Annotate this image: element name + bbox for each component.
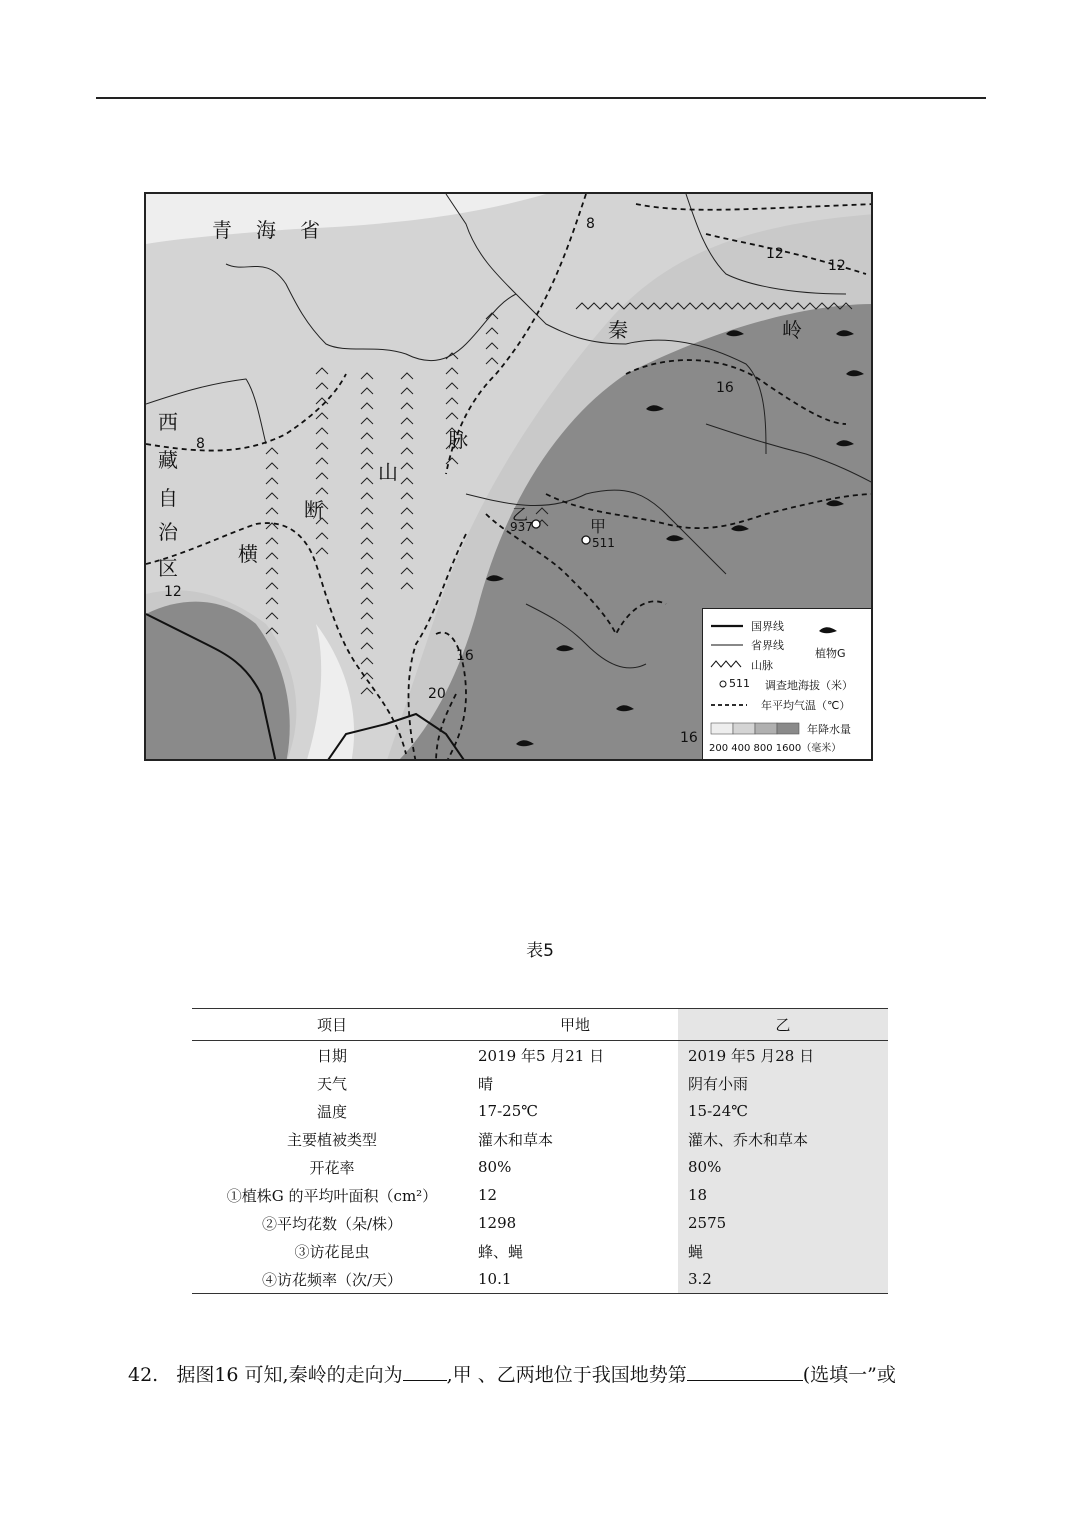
header-rule: [96, 97, 986, 99]
table-row: [192, 1181, 888, 1209]
jia-value: 晴: [478, 1074, 494, 1093]
legend-site-desc: 调查地海拔（米）: [765, 679, 853, 692]
label-site-yi: 乙: [512, 505, 529, 524]
table-row: [192, 1237, 888, 1265]
label-site-jia: 甲: [590, 517, 607, 536]
jia-value: 80%: [478, 1158, 512, 1176]
legend-site-symbol: 511: [729, 677, 750, 690]
isotherm-12-a: 12: [766, 246, 784, 262]
table-row: [192, 1153, 888, 1181]
label-xizang-4: 治: [158, 520, 178, 544]
isotherm-12-left: 12: [164, 584, 182, 600]
jia-value: 1298: [478, 1214, 517, 1232]
question-42: [128, 1360, 896, 1387]
yi-value: 3.2: [678, 1265, 888, 1294]
row-label: 温度: [316, 1102, 347, 1121]
yi-value: 80%: [678, 1153, 888, 1181]
yi-elevation: 937: [510, 520, 533, 534]
isotherm-12-b: 12: [828, 258, 846, 274]
row-label: 开花率: [309, 1158, 355, 1177]
question-number: 42.: [128, 1364, 159, 1386]
figure-16-map: [144, 192, 873, 761]
table-row: [192, 1209, 888, 1237]
label-ling: 岭: [782, 318, 802, 342]
yi-value: 2019 年5 月28 日: [678, 1041, 888, 1070]
isotherm-20: 20: [428, 686, 446, 702]
isotherm-16-c: 16: [680, 730, 698, 746]
isotherm-8-top: 8: [586, 216, 595, 232]
table-row: [192, 1097, 888, 1125]
legend-precip-scale: 200 400 800 1600（毫米）: [709, 743, 842, 754]
row-label: ④访花频率（次/天）: [192, 1265, 472, 1294]
jia-value: 12: [478, 1186, 498, 1204]
legend-isotherm: 年平均气温（℃）: [761, 699, 851, 712]
yi-value: 蝇: [678, 1237, 888, 1265]
map-legend: [702, 608, 871, 759]
site-jia-marker: [582, 536, 590, 544]
row-label: 天气: [316, 1074, 347, 1093]
site-yi-marker: [532, 520, 540, 528]
table-row: [192, 1041, 888, 1070]
row-label: 日期: [316, 1046, 347, 1065]
jia-value: 17-25℃: [478, 1102, 539, 1120]
table-row: [192, 1069, 888, 1097]
table-row: [192, 1125, 888, 1153]
legend-mountain: 山脉: [751, 659, 773, 672]
yi-value: 18: [678, 1181, 888, 1209]
isotherm-16-a: 16: [716, 380, 734, 396]
yi-value: 2575: [678, 1209, 888, 1237]
jia-value: 2019 年5 月21 日: [478, 1046, 605, 1065]
row-label: ①植株G 的平均叶面积（cm²）: [226, 1186, 438, 1205]
legend-precip: 年降水量: [807, 723, 851, 736]
row-label: 主要植被类型: [286, 1130, 377, 1149]
table-caption: 表5: [526, 941, 554, 961]
label-xizang-5: 区: [158, 556, 178, 580]
label-duan: 断: [304, 498, 324, 522]
row-label: ③访花昆虫: [294, 1242, 370, 1261]
label-xizang-1: 西: [158, 410, 178, 434]
label-shan: 山: [378, 460, 398, 484]
label-heng: 横: [238, 542, 258, 566]
yi-value: 灌木、乔木和草本: [678, 1125, 888, 1153]
yi-value: 15-24℃: [678, 1097, 888, 1125]
isotherm-16-b: 16: [456, 648, 474, 664]
row-label: ②平均花数（朵/株）: [261, 1214, 403, 1233]
table-header-row: [192, 1009, 888, 1041]
isotherm-8-left: 8: [196, 436, 205, 452]
header-item: 项目: [192, 1009, 472, 1041]
legend-national-border: 国界线: [751, 620, 784, 633]
header-jia: 甲地: [472, 1009, 678, 1041]
jia-value: 10.1: [472, 1265, 678, 1294]
jia-elevation: 511: [592, 536, 615, 550]
label-xizang-3: 自: [158, 486, 178, 510]
answer-blank-1[interactable]: [403, 1362, 447, 1381]
legend-plant-g: 植物G: [815, 647, 846, 660]
label-qinghai: 青 海 省: [212, 218, 322, 242]
jia-value: 蜂、蝇: [478, 1242, 524, 1261]
label-qin: 秦: [608, 318, 628, 342]
question-text-2: ,甲 、乙两地位于我国地势第: [446, 1364, 687, 1386]
label-xizang-2: 藏: [158, 448, 178, 472]
header-yi: 乙: [678, 1009, 888, 1041]
label-mai: 脉: [448, 428, 468, 452]
table-5: [192, 1008, 888, 1294]
yi-value: 阴有小雨: [678, 1069, 888, 1097]
answer-blank-2[interactable]: [687, 1362, 803, 1381]
table-row: [192, 1265, 888, 1294]
legend-province-border: 省界线: [751, 639, 784, 652]
question-text-3: (选填一”或: [802, 1364, 896, 1386]
question-text-1: 据图16 可知,秦岭的走向为: [176, 1364, 403, 1386]
jia-value: 灌木和草本: [478, 1130, 554, 1149]
